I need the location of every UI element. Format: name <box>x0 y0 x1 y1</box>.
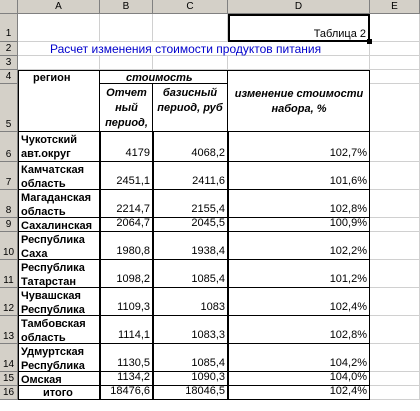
base-value[interactable] <box>153 232 228 260</box>
cell-e[interactable] <box>370 260 420 288</box>
base-value-text: 1083 <box>200 301 225 313</box>
region-cell[interactable] <box>18 344 100 372</box>
row-header-10[interactable]: 10 <box>0 232 18 260</box>
region-cell-text: Чукотский авт.округ <box>21 134 78 160</box>
cell-e[interactable] <box>370 316 420 344</box>
cell-e[interactable] <box>370 344 420 372</box>
change-value[interactable] <box>228 190 370 218</box>
column-header-c[interactable]: C <box>153 0 228 14</box>
report-value-text: 1130,5 <box>117 357 150 369</box>
header-change[interactable]: изменение стоимости набора, % <box>228 70 370 132</box>
report-value[interactable] <box>100 316 153 344</box>
region-cell[interactable] <box>18 132 100 162</box>
cell-b3[interactable] <box>100 56 153 70</box>
cell-e[interactable] <box>370 162 420 190</box>
cell-e5[interactable] <box>370 84 420 132</box>
base-value-text: 2411,6 <box>192 175 225 187</box>
header-base-period[interactable]: базисный период, руб <box>153 84 228 132</box>
report-value-text: 4179 <box>125 147 150 159</box>
region-cell[interactable] <box>18 218 100 232</box>
row-header-2[interactable]: 2 <box>0 42 18 56</box>
change-value[interactable] <box>228 162 370 190</box>
change-value[interactable] <box>228 288 370 316</box>
base-value[interactable] <box>153 260 228 288</box>
report-value[interactable] <box>100 232 153 260</box>
base-value-text: 1085,4 <box>191 273 225 285</box>
change-value-text: 102,8% <box>329 329 367 341</box>
row-header-8[interactable]: 8 <box>0 190 18 218</box>
column-header-a[interactable]: A <box>18 0 100 14</box>
cell-d3[interactable] <box>228 56 370 70</box>
region-cell[interactable] <box>18 316 100 344</box>
report-value-text: 1980,8 <box>116 245 150 257</box>
row-header-3[interactable]: 3 <box>0 56 18 70</box>
change-value[interactable] <box>228 232 370 260</box>
change-value[interactable] <box>228 260 370 288</box>
report-value[interactable] <box>100 260 153 288</box>
base-value[interactable] <box>153 218 228 232</box>
change-value-text: 102,7% <box>329 147 367 159</box>
region-cell-text: Чувашская Республика <box>21 290 85 316</box>
base-value-text: 1085,4 <box>191 357 225 369</box>
region-cell-text: Удмуртская Республика <box>21 346 85 372</box>
row-header-7[interactable]: 7 <box>0 162 18 190</box>
cell-e[interactable] <box>370 372 420 386</box>
base-value-text: 2045,5 <box>191 218 225 229</box>
base-value-text: 4068,2 <box>191 147 225 159</box>
region-cell[interactable] <box>18 372 100 386</box>
row-header-16[interactable]: 16 <box>0 386 18 400</box>
change-value-text: 104,2% <box>329 357 367 369</box>
base-value[interactable] <box>153 344 228 372</box>
report-value[interactable] <box>100 132 153 162</box>
cell-e1[interactable] <box>370 14 420 42</box>
region-cell[interactable] <box>18 288 100 316</box>
cell-a3[interactable] <box>18 56 100 70</box>
region-cell[interactable] <box>18 190 100 218</box>
report-value-text: 1114,1 <box>117 329 150 341</box>
change-value-text: 101,6% <box>329 175 367 187</box>
change-value[interactable] <box>228 132 370 162</box>
row-header-12[interactable]: 12 <box>0 288 18 316</box>
report-value-text: 2064,7 <box>116 218 150 229</box>
change-value[interactable] <box>228 316 370 344</box>
change-value-text: 102,8% <box>329 203 367 215</box>
total-report[interactable] <box>100 386 153 400</box>
report-value[interactable] <box>100 288 153 316</box>
change-value-text: 101,2% <box>329 273 367 285</box>
base-value[interactable] <box>153 190 228 218</box>
row-header-5[interactable]: 5 <box>0 84 18 132</box>
cell-e[interactable] <box>370 288 420 316</box>
base-value-text: 2155,4 <box>191 203 225 215</box>
region-cell[interactable] <box>18 260 100 288</box>
select-all-corner[interactable] <box>0 0 18 14</box>
change-value-text: 102,2% <box>329 245 367 257</box>
report-value[interactable] <box>100 218 153 232</box>
region-cell-text: Сахалинская <box>21 220 92 232</box>
cell-c1[interactable] <box>153 14 228 42</box>
region-cell-text: Камчатская область <box>21 164 85 190</box>
total-label-text: итого <box>43 387 73 399</box>
region-cell-text: Республика Татарстан <box>21 262 85 288</box>
column-header-b[interactable]: B <box>100 0 153 14</box>
total-base-text: 18046,5 <box>185 386 225 397</box>
base-value[interactable] <box>153 372 228 386</box>
row-header-4[interactable]: 4 <box>0 70 18 84</box>
base-value[interactable] <box>153 288 228 316</box>
row-header-11[interactable]: 11 <box>0 260 18 288</box>
column-header-d[interactable]: D <box>228 0 370 14</box>
region-cell-text: Тамбовская область <box>21 318 86 344</box>
base-value[interactable] <box>153 132 228 162</box>
region-cell[interactable] <box>18 232 100 260</box>
cell-e4[interactable] <box>370 70 420 84</box>
total-base[interactable] <box>153 386 228 400</box>
row-header-1[interactable]: 1 <box>0 14 18 42</box>
cell-c3[interactable] <box>153 56 228 70</box>
change-value[interactable] <box>228 344 370 372</box>
base-value[interactable] <box>153 316 228 344</box>
region-cell[interactable] <box>18 162 100 190</box>
page-title: Расчет изменения стоимости продуктов питания <box>50 42 322 56</box>
table-label: Таблица 2 <box>313 28 366 40</box>
header-region[interactable]: регион <box>18 70 100 132</box>
cell-e[interactable] <box>370 218 420 232</box>
report-value-text: 1109,3 <box>117 301 150 313</box>
total-change[interactable] <box>228 386 370 400</box>
header-cost[interactable]: стоимость <box>100 70 228 84</box>
base-value-text: 1090,3 <box>191 372 225 383</box>
report-value-text: 2214,7 <box>116 203 150 215</box>
row-header-13[interactable]: 13 <box>0 316 18 344</box>
row-header-15[interactable]: 15 <box>0 372 18 386</box>
cell-e[interactable] <box>370 132 420 162</box>
header-report-period[interactable]: Отчет ный период, <box>100 84 153 132</box>
row-header-14[interactable]: 14 <box>0 344 18 372</box>
cell-e3[interactable] <box>370 56 420 70</box>
fill-handle[interactable] <box>367 39 372 44</box>
region-cell-text: Омская <box>21 374 62 386</box>
change-value[interactable] <box>228 218 370 232</box>
column-header-e[interactable]: E <box>370 0 420 14</box>
cell-e2[interactable] <box>370 42 420 56</box>
change-value[interactable] <box>228 372 370 386</box>
row-header-9[interactable]: 9 <box>0 218 18 232</box>
total-change-text: 102,4% <box>329 386 367 397</box>
total-label[interactable] <box>18 386 100 400</box>
base-value-text: 1083,3 <box>191 329 225 341</box>
report-value[interactable] <box>100 190 153 218</box>
change-value-text: 104,0% <box>329 372 367 383</box>
region-cell-text: Магаданская область <box>21 192 92 218</box>
cell-e[interactable] <box>370 386 420 400</box>
cell-a1[interactable] <box>18 14 100 42</box>
total-report-text: 18476,6 <box>110 386 150 397</box>
report-value[interactable] <box>100 372 153 386</box>
base-value[interactable] <box>153 162 228 190</box>
report-value[interactable] <box>100 344 153 372</box>
cell-d1-selected[interactable] <box>228 14 370 42</box>
row-header-6[interactable]: 6 <box>0 132 18 162</box>
base-value-text: 1938,4 <box>191 245 225 257</box>
cell-e[interactable] <box>370 190 420 218</box>
cell-b1[interactable] <box>100 14 153 42</box>
report-value-text: 1098,2 <box>116 273 150 285</box>
report-value-text: 2451,1 <box>116 175 150 187</box>
region-cell-text: Республика Саха <box>21 234 85 260</box>
report-value-text: 1134,2 <box>117 372 150 383</box>
cell-e[interactable] <box>370 232 420 260</box>
change-value-text: 102,4% <box>329 301 367 313</box>
change-value-text: 100,9% <box>329 218 367 229</box>
report-value[interactable] <box>100 162 153 190</box>
